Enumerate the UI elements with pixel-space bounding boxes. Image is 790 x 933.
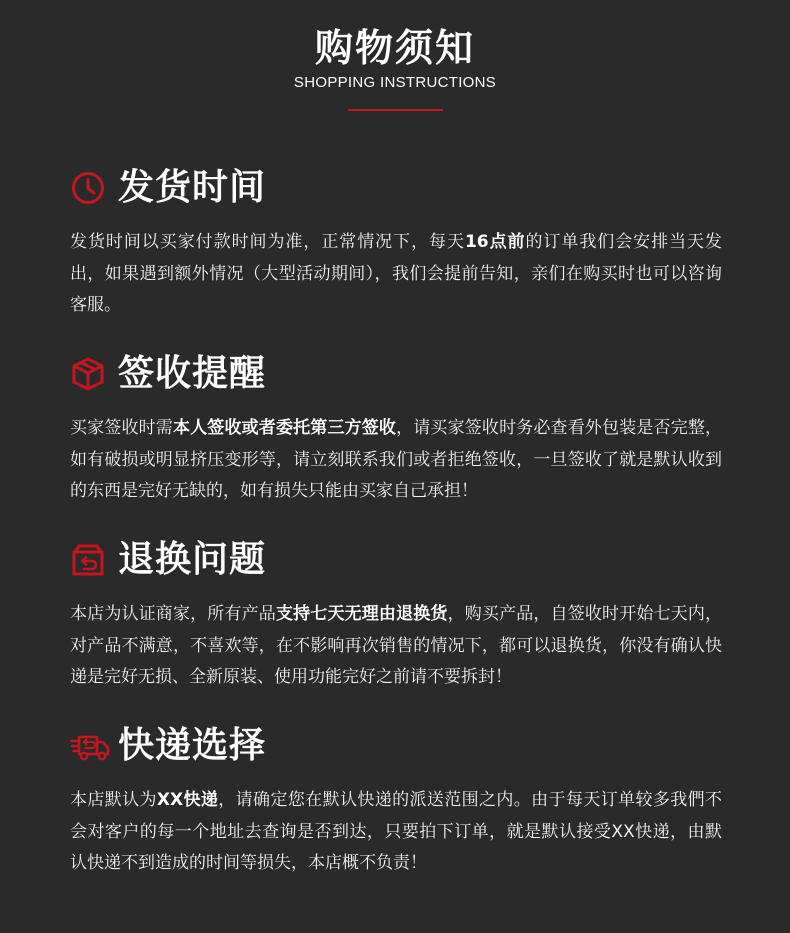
delivery-truck-icon [70, 728, 110, 764]
text-run: 发货时间以买家付款时间为准，正常情况下，每天 [70, 232, 465, 252]
page-header [0, 22, 790, 111]
section-title: 退换问题 [118, 539, 267, 580]
text-run: 本店默认为 [70, 790, 157, 810]
clock-icon [70, 170, 106, 206]
text-run: ，请买家签收时务必查看外包装是否完整，如有破损或明显挤压变形等，请立刻联系我们或者拒绝签收，一旦签收了就是默认收到的东西是完好无缺的，如有损失只能由买家自己承担！ [70, 418, 723, 501]
section-signing-reminder [70, 349, 722, 508]
text-run: 本店为认证商家，所有产品 [70, 604, 276, 624]
text-run: ，请确定您在默认快递的派送范围之内。由于每天订单较多我們不会对客户的每一个地址去查询是否到达，只要拍下订单，就是默认接受XX快递，由默认快递不到造成的时间等损失，本店概不负责！ [70, 790, 723, 873]
page-title: 购物须知 [314, 26, 475, 70]
page-subtitle: SHOPPING INSTRUCTIONS [293, 74, 497, 91]
title-divider [348, 109, 443, 111]
section-heading [70, 163, 722, 213]
highlight-text: 本人签收或者委托第三方签收 [172, 418, 397, 438]
text-run: 的订单我们会安排当天发出，如果遇到额外情况（大型活动期间），我们会提前告知，亲们在购买时也可以咨询客服。 [70, 232, 722, 315]
section-returns [70, 535, 722, 694]
section-text [70, 785, 722, 880]
section-title: 快递选择 [118, 725, 267, 766]
text-run: ，购买产品，自签收时开始七天内，对产品不满意，不喜欢等，在不影响再次销售的情况下，都可以退换货，你没有确认快递是完好无损、全新原装、使用功能完好之前请不要拆封！ [70, 604, 723, 687]
section-heading [70, 535, 722, 585]
highlight-text: 16点前 [464, 232, 526, 252]
section-shipping-time [70, 163, 722, 322]
package-box-icon [70, 356, 106, 392]
section-heading [70, 721, 722, 771]
text-run: 买家签收时需 [70, 418, 173, 438]
section-heading [70, 349, 722, 399]
section-title: 发货时间 [118, 167, 267, 208]
highlight-text: 支持七天无理由退换货 [275, 604, 448, 624]
return-box-icon [70, 542, 106, 578]
highlight-text: XX快递 [156, 790, 219, 810]
section-text [70, 227, 722, 322]
section-courier [70, 721, 722, 880]
section-title: 签收提醒 [118, 353, 267, 394]
section-text [70, 599, 722, 694]
section-text [70, 413, 722, 508]
